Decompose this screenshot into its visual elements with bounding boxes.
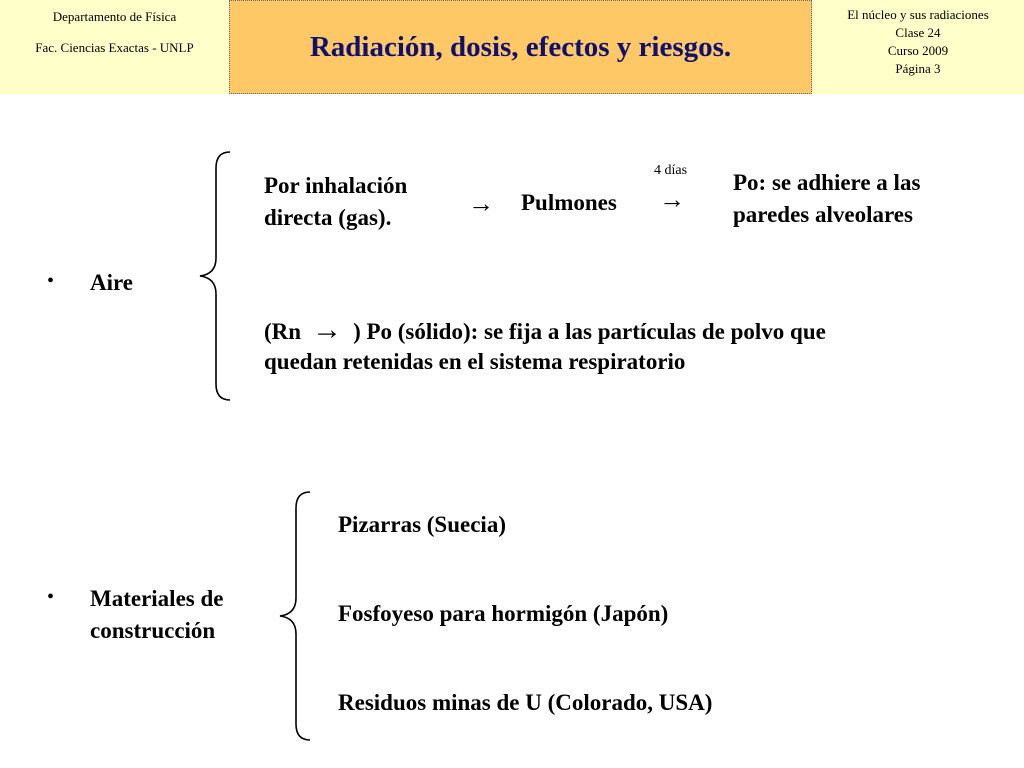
label-materiales-line-1: Materiales de <box>90 586 224 611</box>
label-materiales <box>90 583 223 647</box>
material-item-1: Pizarras (Suecia) <box>338 512 506 537</box>
inhalation-text <box>264 170 407 234</box>
faculty-name: Fac. Ciencias Exactas - UNLP <box>35 40 194 55</box>
inhalation-line-1: Por inhalación <box>264 173 408 198</box>
bullet-aire: • <box>47 270 55 292</box>
po-result-text <box>733 167 920 231</box>
rn-line-2: quedan retenidas en el sistema respiratorio <box>264 349 686 374</box>
po-result-line-1: Po: se adhiere a las <box>733 170 921 195</box>
material-item-3: Residuos minas de U (Colorado, USA) <box>338 690 713 715</box>
material-item-2: Fosfoyeso para hormigón (Japón) <box>338 601 669 626</box>
course-year: Curso 2009 <box>887 43 949 58</box>
slide-title-text: Radiación, dosis, efectos y riesgos. <box>309 30 732 63</box>
lungs-text: Pulmones <box>521 190 617 215</box>
label-aire: Aire <box>90 270 134 295</box>
department-name: Departamento de Física <box>52 9 177 24</box>
transit-days: 4 días <box>654 163 688 178</box>
slide-title <box>229 0 812 94</box>
label-materiales-line-2: construcción <box>90 618 216 643</box>
brace-materiales <box>276 490 316 742</box>
class-number: Clase 24 <box>895 25 941 40</box>
brace-aire <box>196 150 236 402</box>
course-name: El núcleo y sus radiaciones <box>847 7 989 22</box>
header-course-info <box>812 0 1024 94</box>
page-number: Página 3 <box>895 61 941 76</box>
rn-open: (Rn <box>264 319 302 344</box>
rn-line-1 <box>264 314 826 348</box>
po-result-line-2: paredes alveolares <box>733 202 913 227</box>
inhalation-line-2: directa (gas). <box>264 205 392 230</box>
arrow-to-po-icon: → <box>659 185 685 214</box>
arrow-to-lungs-icon: → <box>468 189 494 218</box>
bullet-materiales: • <box>47 586 55 608</box>
rn-rest: ) Po (sólido): se fija a las partículas de polvo que <box>353 319 826 344</box>
header-department <box>0 0 229 94</box>
rn-decay-arrow-icon: → <box>312 313 343 346</box>
